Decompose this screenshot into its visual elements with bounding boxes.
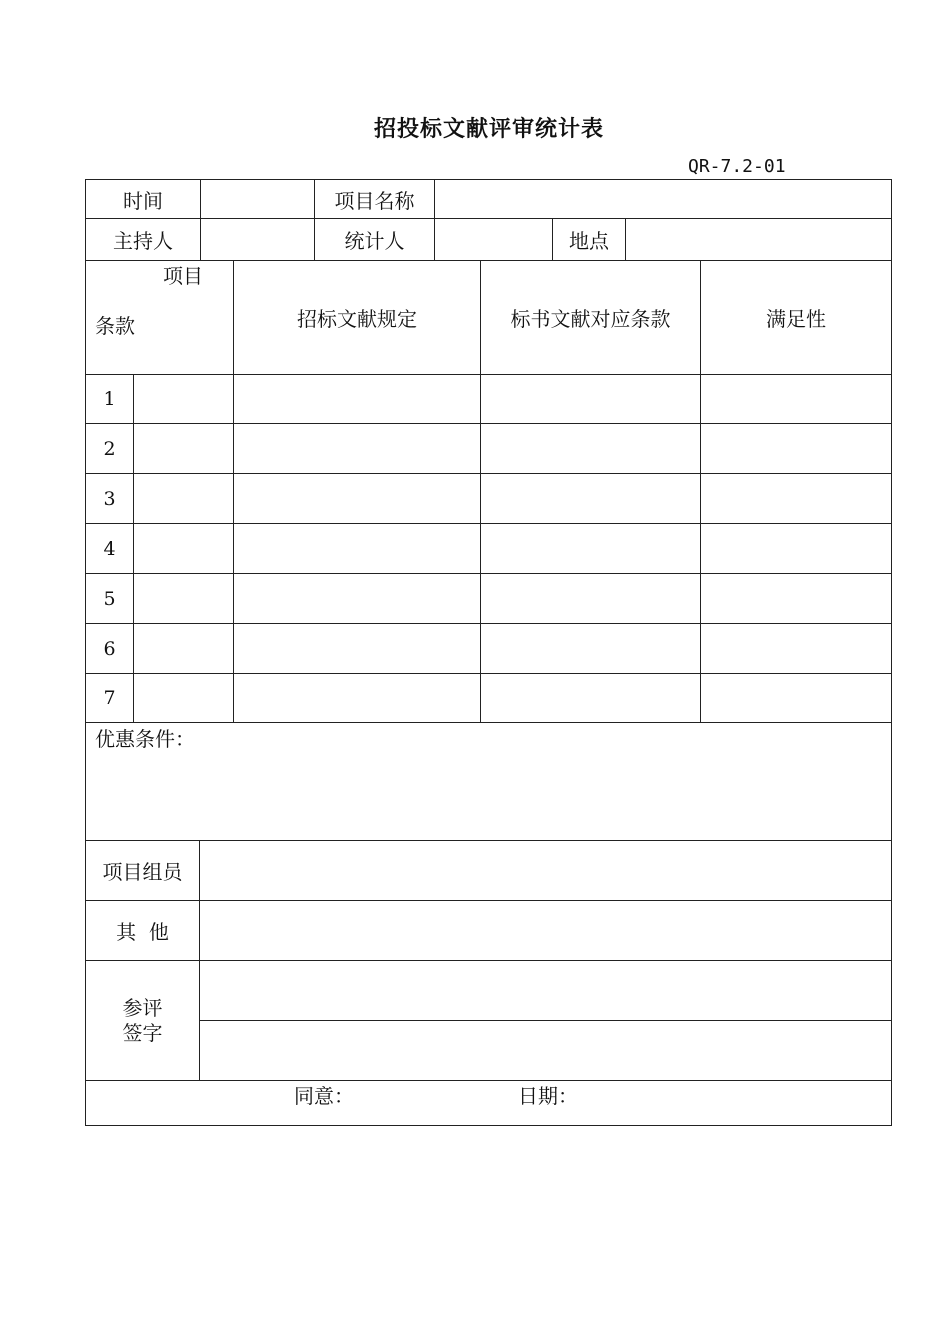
- row-divider: [85, 423, 892, 424]
- row-divider: [85, 673, 892, 674]
- table-border-bottom: [85, 1125, 892, 1126]
- row-divider: [85, 623, 892, 624]
- signature-field[interactable]: [200, 961, 891, 1020]
- row-divider: [85, 473, 892, 474]
- agree-label: 同意：: [294, 1083, 354, 1108]
- other-field[interactable]: [200, 901, 891, 960]
- host-field[interactable]: [201, 219, 314, 260]
- project-name-field[interactable]: [435, 180, 891, 218]
- row-number: 6: [103, 637, 116, 660]
- form-code: QR-7.2-01: [688, 156, 786, 177]
- time-field[interactable]: [201, 180, 314, 218]
- location-label: 地点: [569, 229, 609, 253]
- signature-field[interactable]: [200, 1021, 891, 1080]
- row-divider: [85, 374, 892, 375]
- members-label: 项目组员: [102, 860, 183, 884]
- sign-label-1: 参评: [122, 995, 163, 1020]
- project-name-label: 项目名称: [334, 188, 415, 213]
- location-field[interactable]: [626, 219, 891, 260]
- row-divider: [85, 722, 892, 723]
- row-number: 3: [103, 487, 116, 510]
- discount-field[interactable]: [86, 752, 891, 839]
- row-number: 1: [103, 388, 116, 410]
- row-number: 2: [103, 437, 116, 460]
- row-number: 5: [103, 587, 116, 610]
- statistician-label: 统计人: [344, 229, 405, 253]
- col-divider: [133, 374, 134, 722]
- row-divider: [85, 573, 892, 574]
- column-header-satisfy: 满足性: [766, 307, 826, 331]
- other-label: 其 他: [116, 920, 169, 944]
- column-header-bid-clause: 标书文献对应条款: [510, 307, 671, 331]
- form-title: 招投标文献评审统计表: [373, 117, 604, 142]
- table-border-right: [891, 179, 892, 1126]
- date-label: 日期：: [518, 1083, 578, 1108]
- column-header-tender-rule: 招标文献规定: [297, 307, 417, 331]
- column-header-item: 项目: [163, 263, 203, 288]
- statistician-field[interactable]: [435, 219, 552, 260]
- members-field[interactable]: [200, 841, 891, 900]
- sign-label-2: 签字: [122, 1020, 163, 1045]
- time-label: 时间: [123, 188, 163, 213]
- host-label: 主持人: [113, 229, 173, 253]
- row-divider: [85, 1080, 892, 1081]
- row-number: 7: [103, 687, 116, 709]
- discount-label: 优惠条件：: [95, 726, 195, 751]
- row-number: 4: [103, 537, 116, 560]
- row-divider: [85, 523, 892, 524]
- column-header-clause: 条款: [95, 313, 135, 338]
